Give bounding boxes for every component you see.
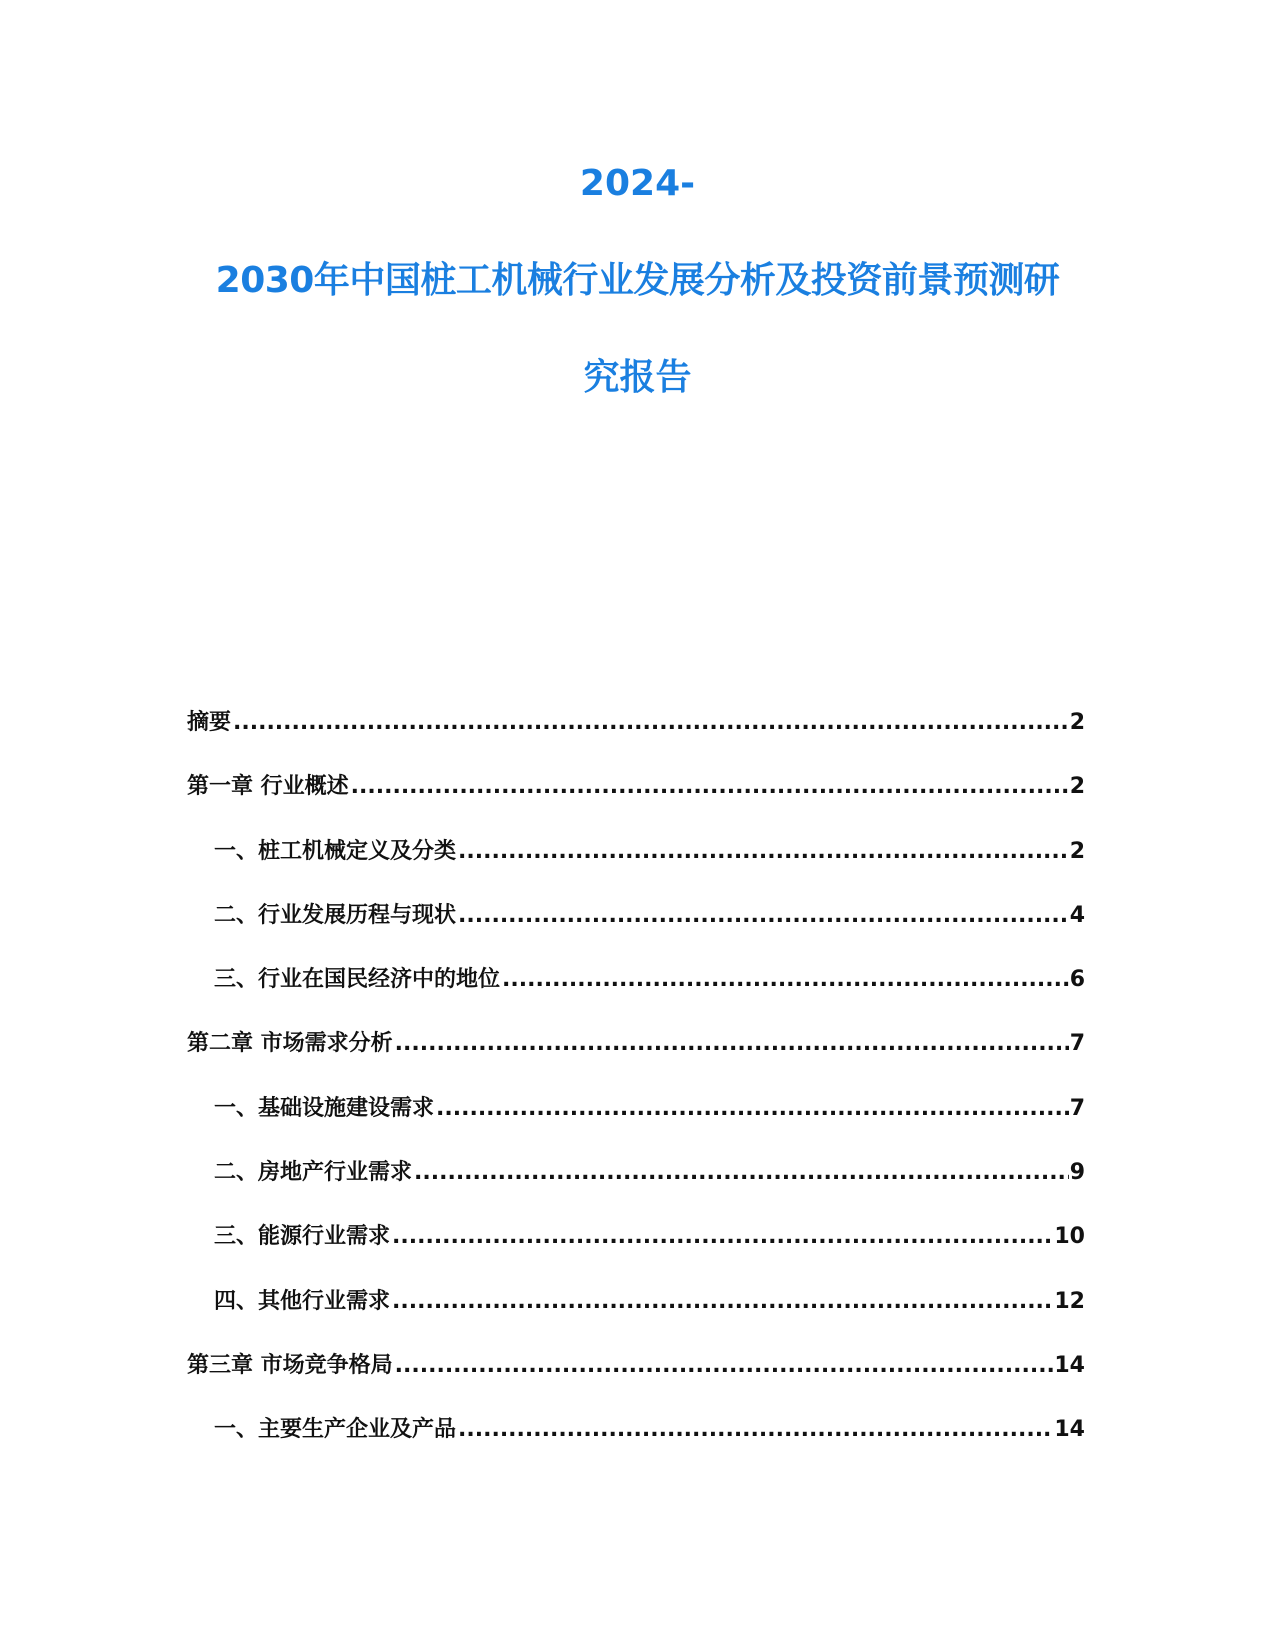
table-of-contents: [187, 705, 1085, 1477]
toc-section-number: 三、: [214, 1224, 259, 1250]
title-line-1: 2024-: [579, 163, 696, 204]
toc-entry-2-1[interactable]: [187, 1091, 1085, 1155]
toc-label: 其他行业需求: [258, 1288, 391, 1314]
toc-page-number: 6: [1069, 967, 1085, 993]
toc-page-number: 12: [1054, 1288, 1085, 1314]
toc-section-number: 二、: [214, 902, 259, 928]
toc-page-number: 10: [1054, 1224, 1085, 1250]
toc-entry-chapter-2[interactable]: [187, 1026, 1085, 1090]
toc-page-number: 2: [1069, 774, 1085, 800]
toc-dot-leader: [392, 1224, 1053, 1249]
toc-page-number: 2: [1069, 838, 1085, 864]
toc-page-number: 7: [1069, 1095, 1085, 1121]
toc-section-number: 三、: [214, 967, 259, 993]
toc-dot-leader: [395, 1031, 1069, 1056]
toc-page-number: 14: [1054, 1417, 1085, 1443]
toc-page-number: 2: [1069, 710, 1085, 735]
toc-dot-leader: [351, 774, 1069, 799]
toc-entry-3-1[interactable]: [187, 1412, 1085, 1476]
toc-section-number: 四、: [214, 1288, 259, 1314]
toc-entry-2-3[interactable]: [187, 1219, 1085, 1283]
toc-entry-chapter-3[interactable]: [187, 1348, 1085, 1412]
toc-label: 能源行业需求: [258, 1224, 391, 1250]
toc-entry-2-4[interactable]: [187, 1284, 1085, 1348]
toc-dot-leader: [436, 1096, 1069, 1121]
toc-dot-leader: [414, 1160, 1069, 1185]
toc-dot-leader: [458, 903, 1069, 928]
toc-label: 摘要: [187, 710, 232, 735]
toc-label: 行业发展历程与现状: [258, 902, 457, 928]
toc-entry-chapter-1[interactable]: [187, 769, 1085, 833]
toc-page-number: 7: [1069, 1031, 1085, 1057]
toc-page-number: 9: [1069, 1160, 1085, 1186]
toc-entry-1-1[interactable]: [187, 834, 1085, 898]
toc-label: 第二章 市场需求分析: [187, 1031, 393, 1057]
toc-dot-leader: [233, 710, 1069, 735]
report-title: [185, 150, 1090, 396]
toc-dot-leader: [395, 1353, 1054, 1378]
toc-label: 基础设施建设需求: [258, 1095, 435, 1121]
toc-page-number: 14: [1054, 1352, 1085, 1378]
toc-dot-leader: [392, 1289, 1053, 1314]
toc-label: 桩工机械定义及分类: [258, 838, 457, 864]
toc-label: 行业在国民经济中的地位: [258, 967, 501, 993]
toc-section-number: 一、: [214, 1417, 259, 1443]
toc-dot-leader: [502, 967, 1069, 992]
title-line-2: 2030年中国桩工机械行业发展分析及投资前景预测研: [215, 260, 1060, 301]
toc-section-number: 一、: [214, 838, 259, 864]
toc-entry-2-2[interactable]: [187, 1155, 1085, 1219]
toc-entry-abstract[interactable]: [187, 705, 1085, 769]
toc-dot-leader: [458, 839, 1069, 864]
toc-section-number: 二、: [214, 1160, 259, 1186]
toc-label: 房地产行业需求: [258, 1160, 413, 1186]
toc-label: 第一章 行业概述: [187, 774, 349, 800]
toc-section-number: 一、: [214, 1095, 259, 1121]
toc-entry-1-2[interactable]: [187, 898, 1085, 962]
toc-entry-1-3[interactable]: [187, 962, 1085, 1026]
toc-label: 主要生产企业及产品: [258, 1417, 457, 1443]
toc-dot-leader: [458, 1417, 1053, 1442]
toc-page-number: 4: [1069, 902, 1085, 928]
title-line-3: 究报告: [583, 357, 692, 398]
toc-label: 第三章 市场竞争格局: [187, 1352, 393, 1378]
